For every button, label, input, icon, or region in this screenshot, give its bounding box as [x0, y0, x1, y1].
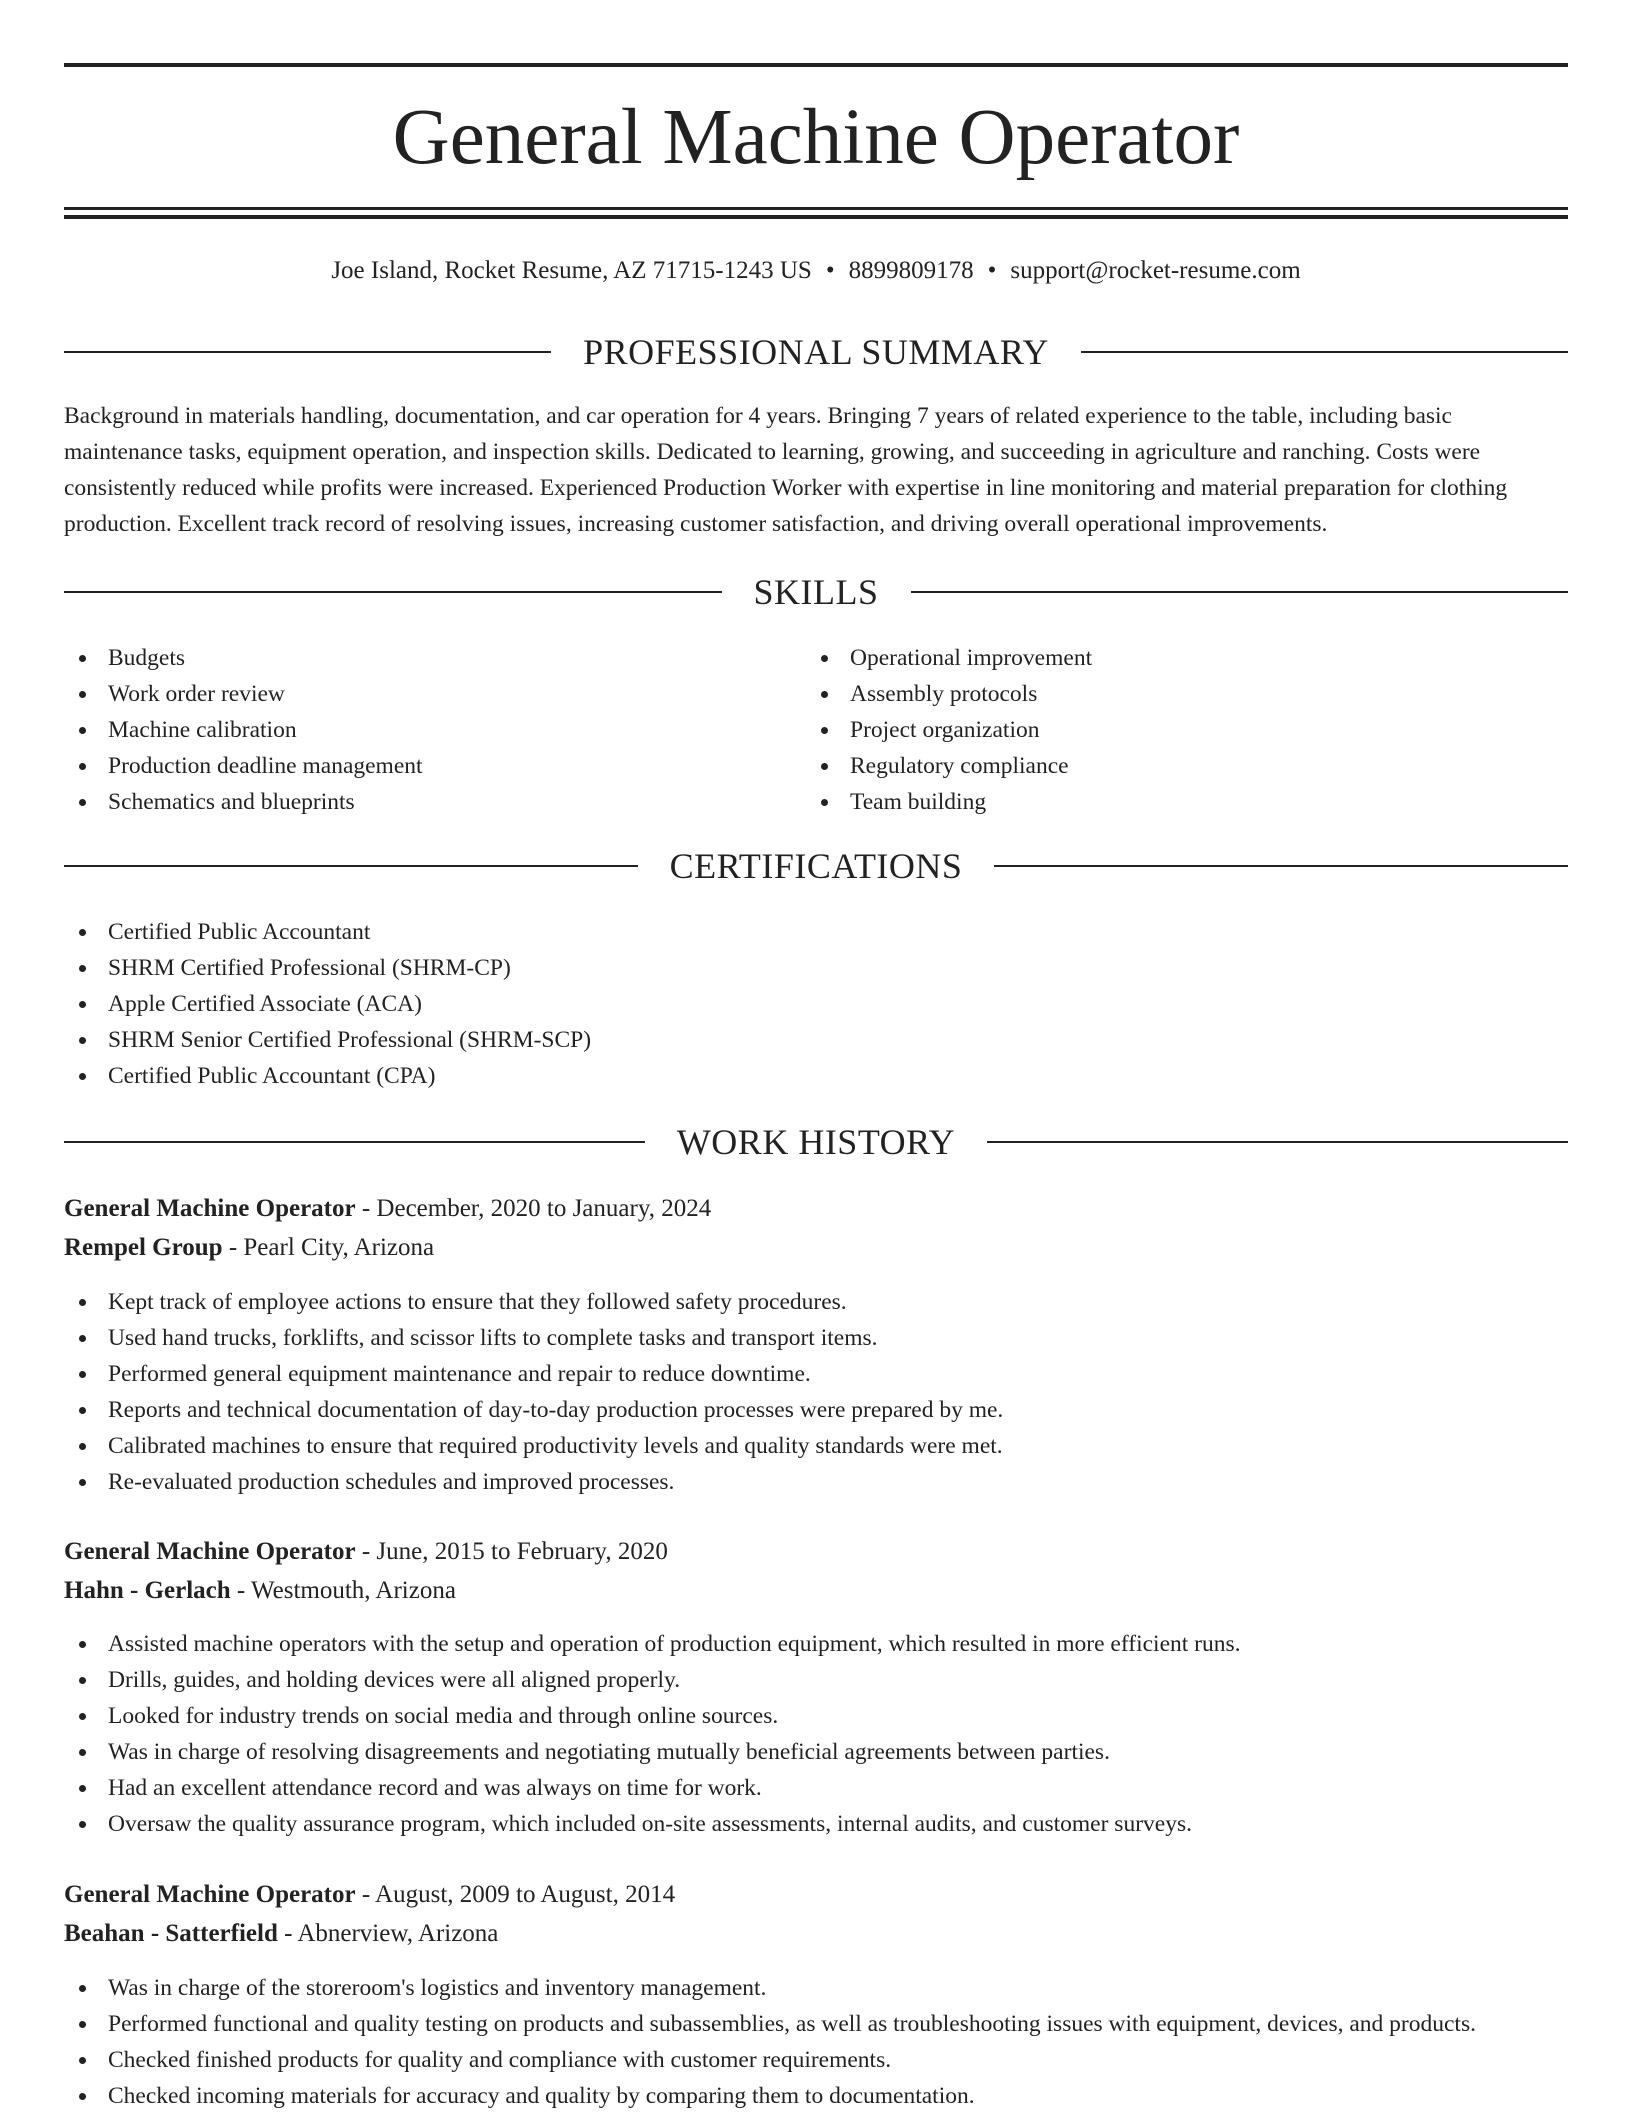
certifications-heading — [64, 844, 1568, 888]
heading-rule-left — [64, 1141, 645, 1143]
job-company: Rempel Group — [64, 1234, 223, 1261]
job-title-line — [64, 1533, 668, 1571]
job-dates: - June, 2015 to February, 2020 — [355, 1538, 668, 1565]
job-title: General Machine Operator — [64, 1195, 356, 1222]
header-bottom-rule — [64, 207, 1568, 210]
skills-heading-text: SKILLS — [753, 572, 879, 612]
summary-paragraph: Background in materials handling, documentation, and car operation for 4 years. Bringing 7 years of related experience to the table, including basic maintenance tasks, equipment operation, and inspection skills. Dedicated to learning, growing, and succeeding in agriculture and ranching. Costs were consistently reduced while profits were increased. Experienced Production Worker with expertise in line monitoring and material preparation for clothing production. Excellent track record of resolving issues, increasing customer satisfaction, and driving overall operational improvements. — [64, 403, 1508, 537]
job-title: General Machine Operator — [64, 1881, 356, 1908]
job-dates: - August, 2009 to August, 2014 — [355, 1881, 676, 1908]
job-bullets — [64, 1284, 1568, 1500]
job-bullet: Drills, guides, and holding devices were all aligned properly. — [64, 1662, 1568, 1698]
job-bullet: Re-evaluated production schedules and improved processes. — [64, 1464, 1568, 1500]
job-bullet: Performed general equipment maintenance and repair to reduce downtime. — [64, 1356, 1568, 1392]
skill-item: Team building — [806, 784, 1546, 820]
skill-item: Assembly protocols — [806, 676, 1546, 712]
summary-heading-text: PROFESSIONAL SUMMARY — [583, 332, 1049, 372]
job-company-line — [64, 1915, 498, 1953]
skills-list-left — [64, 640, 804, 820]
skill-item: Production deadline management — [64, 748, 804, 784]
certification-item: Apple Certified Associate (ACA) — [64, 986, 1568, 1022]
contact-email: support@rocket-resume.com — [1010, 257, 1301, 284]
contact-separator: • — [987, 257, 997, 284]
certification-item: Certified Public Accountant (CPA) — [64, 1058, 1568, 1094]
skill-item: Regulatory compliance — [806, 748, 1546, 784]
job-company: Hahn - Gerlach — [64, 1577, 231, 1604]
job-bullet: Assisted machine operators with the setup and operation of production equipment, which resulted in more efficient runs. — [64, 1626, 1568, 1662]
heading-rule-right — [994, 865, 1568, 867]
job-dates: - December, 2020 to January, 2024 — [355, 1195, 712, 1222]
job-bullet: Checked incoming materials for accuracy and quality by comparing them to documentation. — [64, 2078, 1568, 2114]
skills-list-right — [806, 640, 1546, 820]
skill-item: Project organization — [806, 712, 1546, 748]
job-bullet: Had an excellent attendance record and was always on time for work. — [64, 1770, 1568, 1806]
job-bullet: Kept track of employee actions to ensure that they followed safety procedures. — [64, 1284, 1568, 1320]
job-bullet: Reports and technical documentation of day-to-day production processes were prepared by me. — [64, 1392, 1568, 1428]
heading-rule-right — [1081, 351, 1568, 353]
job-bullets — [64, 1970, 1568, 2114]
job-bullet: Oversaw the quality assurance program, which included on-site assessments, internal audits, and customer surveys. — [64, 1806, 1568, 1842]
job-bullet: Was in charge of resolving disagreements and negotiating mutually beneficial agreements between parties. — [64, 1734, 1568, 1770]
work-history-heading-text: WORK HISTORY — [676, 1122, 956, 1162]
skill-item: Machine calibration — [64, 712, 804, 748]
job-company: Beahan - Satterfield — [64, 1920, 278, 1947]
heading-rule-right — [987, 1141, 1568, 1143]
job-location: - Pearl City, Arizona — [222, 1234, 435, 1261]
work-history-heading — [64, 1120, 1568, 1164]
heading-rule-left — [64, 351, 551, 353]
contact-line — [64, 253, 1568, 289]
job-bullet: Used hand trucks, forklifts, and scissor lifts to complete tasks and transport items. — [64, 1320, 1568, 1356]
heading-rule-right — [911, 591, 1569, 593]
job-bullets — [64, 1626, 1568, 1842]
job-location: - Westmouth, Arizona — [230, 1577, 456, 1604]
header-top-rule — [64, 63, 1568, 67]
skill-item: Work order review — [64, 676, 804, 712]
certifications-heading-text: CERTIFICATIONS — [669, 846, 963, 886]
heading-rule-left — [64, 591, 722, 593]
job-bullet: Was in charge of the storeroom's logistics and inventory management. — [64, 1970, 1568, 2006]
job-company-line — [64, 1229, 434, 1267]
certification-item: Certified Public Accountant — [64, 914, 1568, 950]
certification-item: SHRM Senior Certified Professional (SHRM-SCP) — [64, 1022, 1568, 1058]
skill-item: Budgets — [64, 640, 804, 676]
skills-heading — [64, 570, 1568, 614]
job-bullet: Checked finished products for quality and compliance with customer requirements. — [64, 2042, 1568, 2078]
job-title-line — [64, 1876, 675, 1914]
contact-separator: • — [825, 257, 835, 284]
job-company-line — [64, 1572, 456, 1610]
job-title-line — [64, 1190, 711, 1228]
skill-item: Operational improvement — [806, 640, 1546, 676]
heading-rule-left — [64, 865, 638, 867]
job-bullet: Performed functional and quality testing on products and subassemblies, as well as troubleshooting issues with equipment, devices, and products. — [64, 2006, 1568, 2042]
skill-item: Schematics and blueprints — [64, 784, 804, 820]
certifications-list — [64, 914, 1568, 1094]
certification-item: SHRM Certified Professional (SHRM-CP) — [64, 950, 1568, 986]
job-location: - Abnerview, Arizona — [277, 1920, 499, 1947]
job-bullet: Calibrated machines to ensure that required productivity levels and quality standards were met. — [64, 1428, 1568, 1464]
contact-phone: 8899809178 — [848, 257, 974, 284]
job-title: General Machine Operator — [64, 1538, 356, 1565]
header-bottom-rule-thick — [64, 215, 1568, 219]
job-bullet: Looked for industry trends on social media and through online sources. — [64, 1698, 1568, 1734]
summary-heading — [64, 330, 1568, 374]
resume-title: General Machine Operator — [392, 94, 1240, 181]
contact-address: Joe Island, Rocket Resume, AZ 71715-1243 US — [331, 257, 812, 284]
